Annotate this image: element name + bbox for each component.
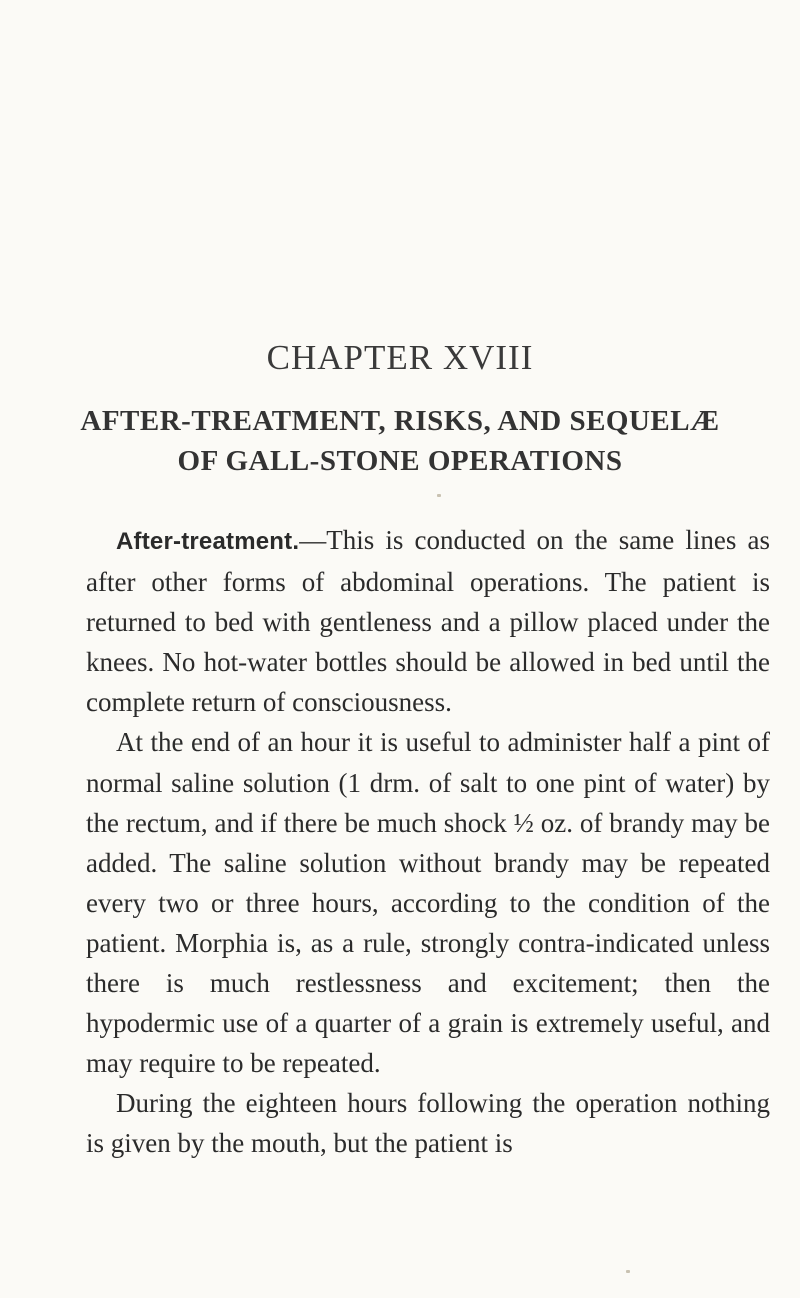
paragraph: At the end of an hour it is useful to administer half a pint of normal saline solution (1 drm. of salt to one pint of water) by the rectum, and if there be much shock ½ oz. of brandy may be added. The saline solution without brandy may be repeated every two or three hours, according to the condition of the patient. Morphia is, as a rule, strongly contra-indicated unless there is much restlessness and excitement; then the hypodermic use of a quarter of a grain is extremely useful, and may require to be repeated.	[86, 727, 770, 1079]
paragraph-text: —This is conducted on the same lines as after other forms of abdominal operations. The patient is returned to bed with gentleness and a pillow placed under the knees. No hot-water bottles should be allowed in bed until the complete return of consciousness.	[86, 525, 770, 718]
chapter-title-line-2: OF GALL-STONE OPERATIONS	[177, 445, 623, 477]
paper-speck	[626, 1270, 630, 1273]
section-run-in-heading: After-treatment.	[116, 528, 300, 555]
paragraph: During the eighteen hours following the operation nothing is given by the mouth, but the patient is	[86, 1088, 770, 1159]
chapter-title-line-1: AFTER-TREATMENT, RISKS, AND SEQUELÆ	[80, 405, 720, 437]
body-text	[86, 520, 770, 1164]
paragraph	[86, 520, 770, 722]
chapter-heading: CHAPTER XVIII	[266, 338, 534, 377]
paper-speck	[437, 494, 441, 497]
